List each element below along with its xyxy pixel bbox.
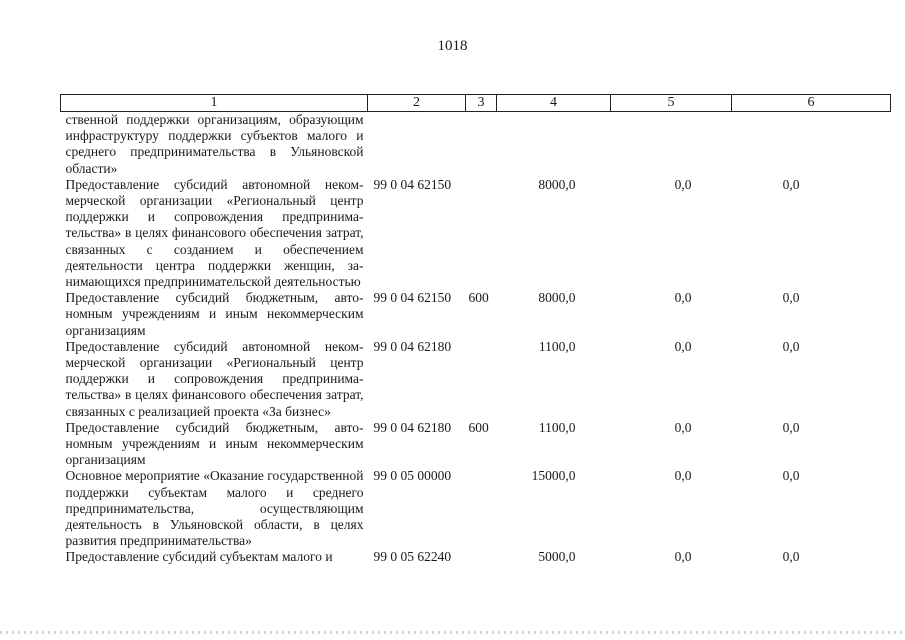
row-name: Основное мероприятие «Оказание государственной поддержки субъектам малого и среднего предпринимательства, осуществляющим деятельность в Ульяновской области, в целях развития предпринимательства» (65, 468, 364, 549)
row-expense-type (466, 468, 497, 549)
row-value-2024: 0,0 (782, 290, 800, 306)
row-value-2024: 0,0 (782, 468, 800, 484)
header-col-1: 1 (61, 95, 368, 112)
row-value-2022: 8000,0 (538, 290, 576, 306)
row-code: 99 0 04 62150 (373, 290, 452, 306)
row-code (368, 112, 466, 177)
row-expense-type (466, 112, 497, 177)
row-code: 99 0 05 00000 (373, 468, 452, 484)
row-value-2022: 1100,0 (538, 419, 576, 435)
row-value-2022 (497, 112, 611, 177)
row-value-2024 (732, 112, 891, 177)
row-value-2023: 0,0 (674, 176, 692, 192)
table-row (61, 112, 891, 177)
header-row (61, 95, 891, 112)
row-expense-type (466, 549, 497, 565)
row-expense-type: 600 (468, 419, 489, 435)
row-expense-type (466, 339, 497, 420)
scan-artifact-line (0, 631, 905, 634)
header-col-5: 5 (611, 95, 732, 112)
header-col-6: 6 (732, 95, 891, 112)
row-code: 99 0 05 62240 (373, 549, 452, 565)
budget-table (60, 94, 891, 566)
row-value-2023 (611, 112, 732, 177)
row-value-2022: 5000,0 (538, 549, 576, 565)
row-name: Предоставление субсидий бюджетным, автономным учреждениям и иным некоммерческим организациям (65, 419, 364, 468)
row-value-2024: 0,0 (782, 549, 800, 565)
table-row (61, 177, 891, 290)
budget-table-container (60, 94, 890, 566)
table-row (61, 339, 891, 420)
row-code: 99 0 04 62180 (373, 419, 452, 435)
row-value-2023: 0,0 (674, 468, 692, 484)
table-row (61, 468, 891, 549)
row-expense-type: 600 (468, 290, 489, 306)
row-code: 99 0 04 62180 (373, 338, 452, 354)
row-value-2022: 1100,0 (538, 338, 576, 354)
row-code: 99 0 04 62150 (373, 176, 452, 192)
row-value-2024: 0,0 (782, 176, 800, 192)
table-row (61, 290, 891, 339)
row-name: Предоставление субсидий бюджетным, автономным учреждениям и иным некоммерческим организациям (65, 290, 364, 338)
row-value-2023: 0,0 (674, 338, 692, 354)
row-value-2022: 8000,0 (538, 176, 576, 192)
row-name: ственной поддержки организациям, образующим инфраструктуру поддержки субъектов малого и среднего предпринимательства в Ульяновской области» (65, 112, 364, 176)
row-value-2023: 0,0 (674, 549, 692, 565)
table-row (61, 549, 891, 565)
row-value-2024: 0,0 (782, 419, 800, 435)
header-col-3: 3 (466, 95, 497, 112)
row-value-2024: 0,0 (782, 338, 800, 354)
header-col-4: 4 (497, 95, 611, 112)
row-name: Предоставление субсидий субъектам малого и (65, 549, 333, 565)
page-number: 1018 (437, 38, 468, 54)
table-row (61, 420, 891, 469)
header-col-2: 2 (368, 95, 466, 112)
row-value-2023: 0,0 (674, 419, 692, 435)
row-value-2023: 0,0 (674, 290, 692, 306)
row-expense-type (466, 177, 497, 290)
row-value-2022: 15000,0 (531, 468, 576, 484)
row-name: Предоставление субсидий автономной некоммерческой организации «Региональный центр поддержки и сопровождения предпринимательства» в целях финансового обеспечения затрат, связанных с реализацией проекта «За бизнес» (65, 338, 364, 419)
row-name: Предоставление субсидий автономной некоммерческой организации «Региональный центр поддержки и сопровождения предпринимательства» в целях финансового обеспечения затрат, связанных с созданием и обеспечением деятельности центра поддержки женщин, занимающихся предпринимательской деятельностью (65, 176, 364, 290)
table-body (61, 112, 891, 566)
table-header (61, 95, 891, 112)
